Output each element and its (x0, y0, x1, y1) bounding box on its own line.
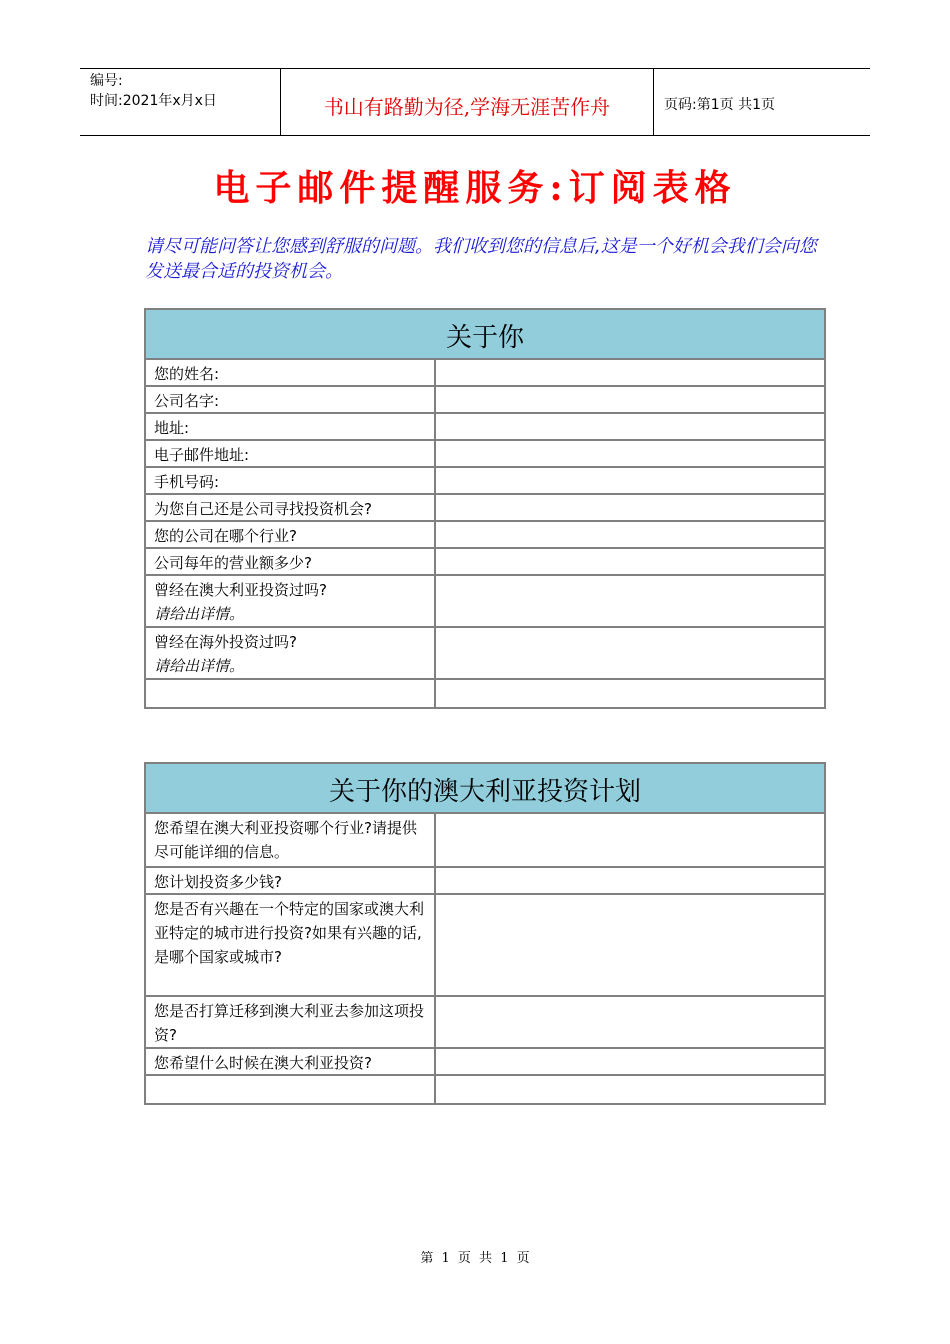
field-label: 公司每年的营业额多少? (146, 549, 436, 574)
investment-plan-form (144, 762, 826, 1105)
form-row-overseas-invest (146, 628, 824, 680)
form-row-turnover (146, 549, 824, 576)
migrate-input[interactable] (436, 997, 824, 1047)
field-label: 您是否有兴趣在一个特定的国家或澳大利亚特定的城市进行投资?如果有兴趣的话,是哪个国家或城市? (146, 895, 436, 995)
number-label: 编号: (90, 73, 123, 89)
header-page-info: 页码:第1页 共1页 (664, 97, 775, 113)
field-label (146, 576, 436, 626)
field-label: 地址: (146, 414, 436, 439)
form-row-name (146, 360, 824, 387)
field-label: 您的姓名: (146, 360, 436, 385)
industry-input[interactable] (436, 522, 824, 547)
timing-input[interactable] (436, 1049, 824, 1074)
blank-input[interactable] (436, 1076, 824, 1103)
field-label: 您计划投资多少钱? (146, 868, 436, 893)
field-label: 您希望什么时候在澳大利亚投资? (146, 1049, 436, 1074)
field-label (146, 1076, 436, 1103)
field-label: 您的公司在哪个行业? (146, 522, 436, 547)
details-hint: 请给出详情。 (154, 605, 245, 623)
amount-input[interactable] (436, 868, 824, 893)
field-label: 您是否打算迁移到澳大利亚去参加这项投资? (146, 997, 436, 1047)
field-label: 为您自己还是公司寻找投资机会? (146, 495, 436, 520)
email-field[interactable] (436, 441, 824, 466)
overseas-invest-input[interactable] (436, 628, 824, 678)
form-row-email (146, 441, 824, 468)
form-row-location (146, 895, 824, 997)
turnover-input[interactable] (436, 549, 824, 574)
header-motto: 书山有路勤为径,学海无涯苦作舟 (281, 69, 654, 135)
form-row-timing (146, 1049, 824, 1076)
about-you-form (144, 308, 826, 709)
au-invest-input[interactable] (436, 576, 824, 626)
form-row-phone (146, 468, 824, 495)
header-meta (80, 69, 281, 135)
field-label: 您希望在澳大利亚投资哪个行业?请提供尽可能详细的信息。 (146, 814, 436, 866)
field-label: 公司名字: (146, 387, 436, 412)
details-hint: 请给出详情。 (154, 657, 245, 675)
form-row-amount (146, 868, 824, 895)
section-heading: 关于你的澳大利亚投资计划 (146, 764, 824, 814)
page-header (80, 68, 870, 136)
form-row-migrate (146, 997, 824, 1049)
section-heading: 关于你 (146, 310, 824, 360)
address-input[interactable] (436, 414, 824, 439)
time-label: 时间:2021年x月x日 (90, 93, 217, 109)
form-row-blank (146, 1076, 824, 1103)
form-row-target-industry (146, 814, 824, 868)
location-input[interactable] (436, 895, 824, 995)
name-input[interactable] (436, 360, 824, 385)
form-row-purpose (146, 495, 824, 522)
field-label: 手机号码: (146, 468, 436, 493)
page-footer: 第 1 页 共 1 页 (420, 1251, 530, 1266)
target-industry-input[interactable] (436, 814, 824, 866)
form-row-company (146, 387, 824, 414)
phone-input[interactable] (436, 468, 824, 493)
purpose-input[interactable] (436, 495, 824, 520)
question-text: 曾经在澳大利亚投资过吗? (154, 581, 327, 599)
page-title: 电子邮件提醒服务:订阅表格 (213, 167, 737, 209)
blank-input[interactable] (436, 680, 824, 707)
field-label (146, 680, 436, 707)
question-text: 曾经在海外投资过吗? (154, 633, 297, 651)
field-label: 电子邮件地址: (146, 441, 436, 466)
form-row-address (146, 414, 824, 441)
form-row-industry (146, 522, 824, 549)
field-label (146, 628, 436, 678)
form-row-au-invest (146, 576, 824, 628)
intro-text: 请尽可能问答让您感到舒服的问题。我们收到您的信息后,这是一个好机会我们会向您发送最合适的投资机会。 (145, 236, 817, 282)
form-row-blank (146, 680, 824, 707)
company-input[interactable] (436, 387, 824, 412)
